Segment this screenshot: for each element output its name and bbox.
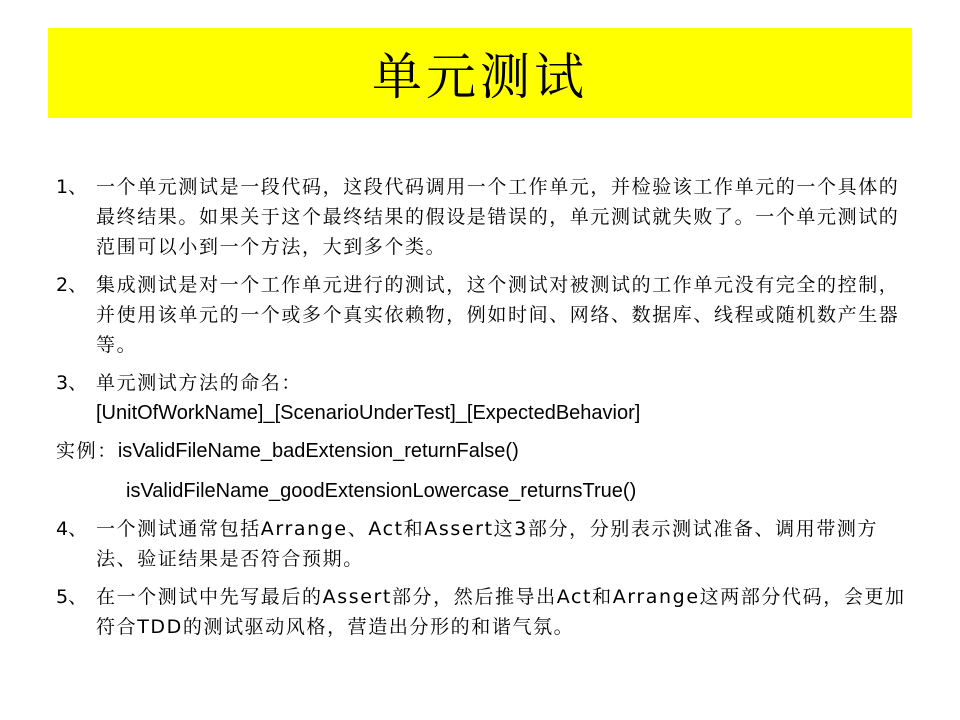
- item-text: 一个测试通常包括Arrange、Act和Assert这3部分，分别表示测试准备、调用带测方法、验证结果是否符合预期。: [96, 518, 879, 570]
- example-block: [56, 436, 906, 506]
- item-text: 单元测试方法的命名：: [96, 372, 303, 394]
- item-number: 4、: [56, 518, 88, 540]
- list-item-4: [56, 514, 906, 574]
- item-number: 1、: [56, 176, 88, 198]
- item-text: 在一个测试中先写最后的Assert部分，然后推导出Act和Arrange这两部分代码，会更加符合TDD的测试驱动风格，营造出分形的和谐气氛。: [96, 586, 906, 638]
- slide-title: 单元测试: [372, 48, 588, 106]
- item-text: 集成测试是对一个工作单元进行的测试，这个测试对被测试的工作单元没有完全的控制，并使用该单元的一个或多个真实依赖物，例如时间、网络、数据库、线程或随机数产生器等。: [96, 274, 900, 356]
- item-number: 5、: [56, 586, 88, 608]
- example-line-1: isValidFileName_badExtension_returnFalse(): [117, 440, 519, 462]
- list-item-2: [56, 270, 906, 360]
- naming-pattern: [UnitOfWorkName]_[ScenarioUnderTest]_[ExpectedBehavior]: [96, 402, 641, 424]
- list-item-3: [56, 368, 906, 428]
- list-item-5: [56, 582, 906, 642]
- item-number: 3、: [56, 372, 88, 394]
- slide-content: [56, 172, 906, 650]
- title-banner: [48, 28, 912, 118]
- list-item-1: [56, 172, 906, 262]
- example-label: 实例：: [56, 440, 118, 462]
- item-number: 2、: [56, 274, 88, 296]
- example-line-2: isValidFileName_goodExtensionLowercase_returnsTrue(): [126, 480, 637, 502]
- item-text: 一个单元测试是一段代码，这段代码调用一个工作单元，并检验该工作单元的一个具体的最终结果。如果关于这个最终结果的假设是错误的，单元测试就失败了。一个单元测试的范围可以小到一个方法，大到多个类。: [96, 176, 900, 258]
